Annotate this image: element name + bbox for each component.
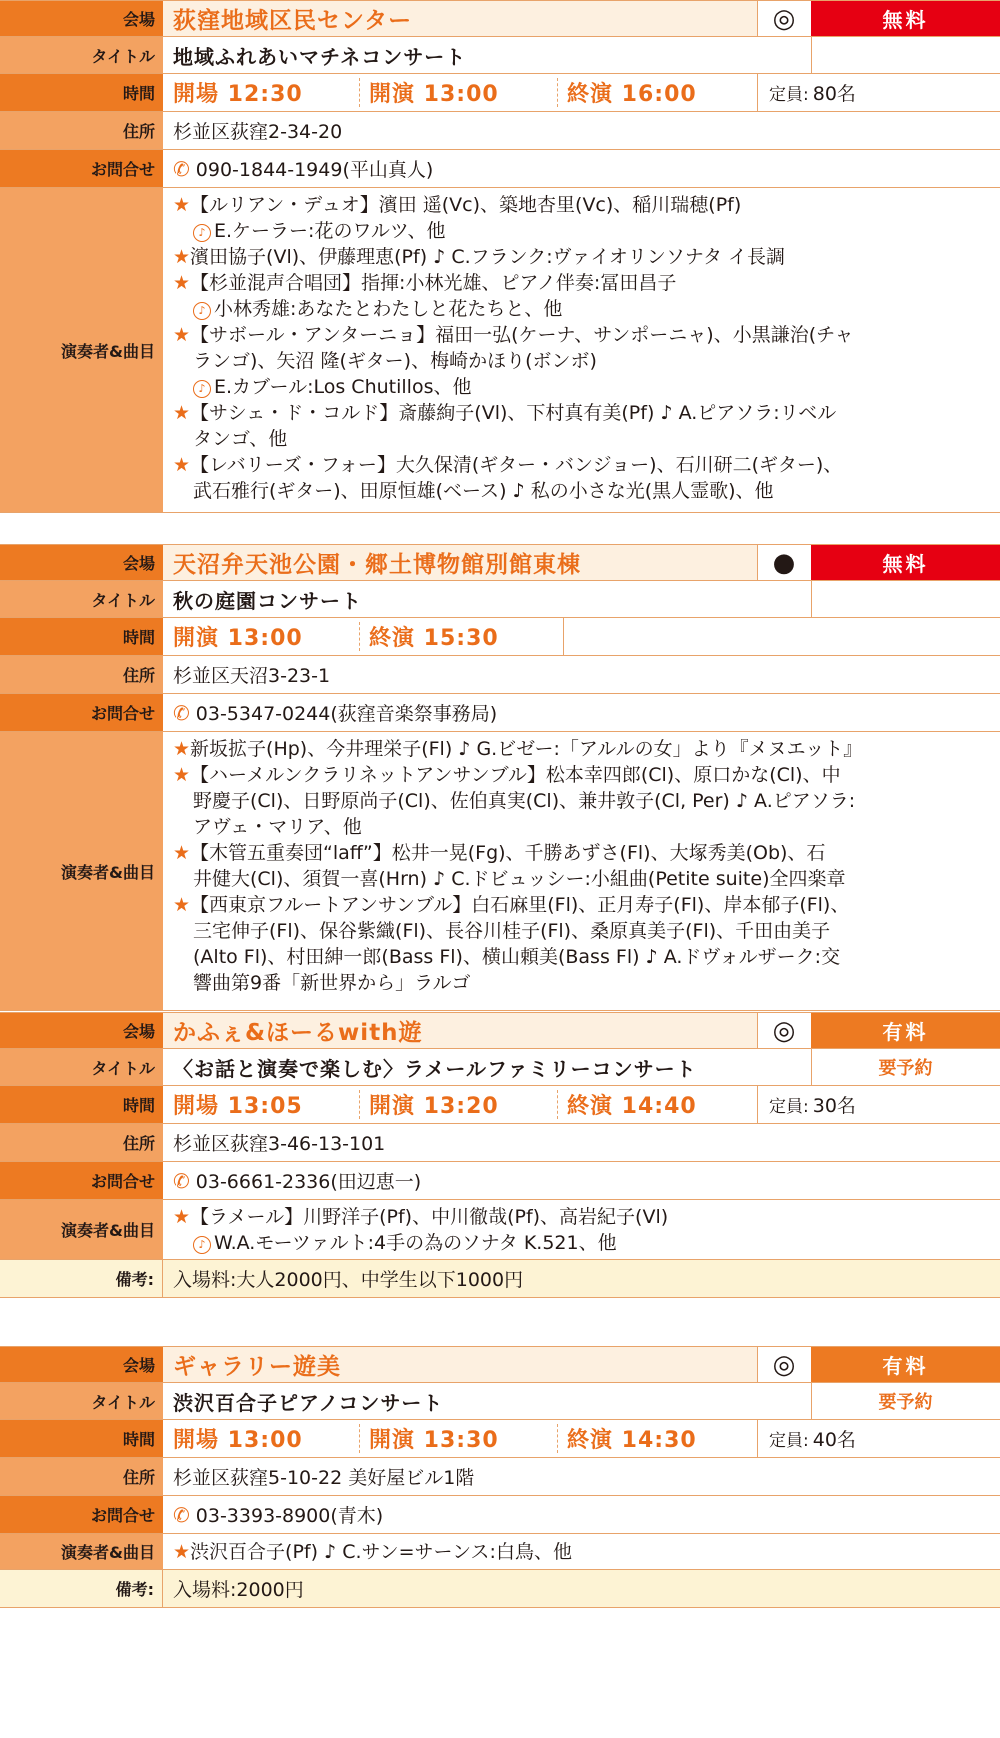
note: 入場料:大人2000円、中学生以下1000円 xyxy=(173,1269,524,1291)
star-icon: ★ xyxy=(173,764,191,786)
end-time-text: 終演 15:30 xyxy=(369,626,499,651)
performer-line xyxy=(173,218,1000,244)
event-title xyxy=(163,581,811,617)
performers-label: 演奏者&曲目 xyxy=(0,188,163,512)
performer-line xyxy=(173,1230,1000,1256)
time-label: 時間 xyxy=(0,1086,163,1123)
capacity-value: 40名 xyxy=(812,1429,856,1451)
note-row xyxy=(0,1570,1000,1608)
star-icon: ★ xyxy=(173,194,191,216)
event-card-2 xyxy=(0,544,1000,994)
event-title-text: 渋沢百合子ピアノコンサート xyxy=(173,1390,444,1415)
event-card-1 xyxy=(0,0,1000,513)
performer-text: 【ハーメルンクラリネットアンサンブル】松本幸四郎(Cl)、原口かな(Cl)、中 xyxy=(190,764,841,786)
performer-line xyxy=(173,244,1000,270)
contact-text: 090-1844-1949(平山真人) xyxy=(195,159,434,181)
star-icon: ★ xyxy=(173,894,191,916)
star-icon: ★ xyxy=(173,402,191,424)
address-label: 住所 xyxy=(0,1458,163,1495)
start-time xyxy=(359,1086,557,1123)
start-time xyxy=(359,74,557,111)
venue-row xyxy=(0,544,1000,581)
end-time-text: 終演 16:00 xyxy=(567,82,697,107)
fee-badge: 無料 xyxy=(811,1,1000,36)
title-label: タイトル xyxy=(0,1383,163,1419)
star-icon: ★ xyxy=(173,738,191,760)
time-row xyxy=(0,1086,1000,1124)
start-time-text: 開演 13:00 xyxy=(173,626,303,651)
music-note-icon: ♪ xyxy=(193,224,211,242)
performer-text: ランゴ)、矢沼 隆(ギター)、梅崎かほり(ボンボ) xyxy=(193,350,597,372)
address-label: 住所 xyxy=(0,656,163,693)
venue-name: 天沼弁天池公園・郷土博物館別館東棟 xyxy=(173,552,581,578)
phone-icon: ✆ xyxy=(173,156,190,181)
music-note-icon: ♪ xyxy=(193,380,211,398)
performer-text: 【ラメール】川野洋子(Pf)、中川徹哉(Pf)、高岩紀子(Vl) xyxy=(190,1206,669,1228)
venue-row xyxy=(0,1012,1000,1049)
start-time-text: 開演 13:20 xyxy=(369,1094,499,1119)
phone-icon: ✆ xyxy=(173,700,190,725)
performer-line xyxy=(173,270,1000,296)
title-label: タイトル xyxy=(0,37,163,73)
address-label: 住所 xyxy=(0,1124,163,1161)
performer-text: 【木管五重奏団“laff”】松井一晃(Fg)、千勝あずさ(Fl)、大塚秀美(Ob)、石 xyxy=(190,842,826,864)
performers-list xyxy=(163,732,1000,1010)
venue-cell xyxy=(163,545,757,580)
venue-row xyxy=(0,1346,1000,1383)
contact-text: 03-6661-2336(田辺恵一) xyxy=(195,1171,422,1193)
venue-mark-icon: ◎ xyxy=(772,1015,796,1046)
performers-label: 演奏者&曲目 xyxy=(0,1200,163,1259)
address-row xyxy=(0,1458,1000,1496)
music-note-icon: ♪ xyxy=(193,1236,211,1254)
title-label: タイトル xyxy=(0,1049,163,1085)
contact-row xyxy=(0,1162,1000,1200)
star-icon: ★ xyxy=(173,246,191,268)
venue-label: 会場 xyxy=(0,1013,163,1048)
end-time-text: 終演 14:30 xyxy=(567,1428,697,1453)
venue-mark-icon: ● xyxy=(772,547,796,578)
time-row xyxy=(0,618,1000,656)
open-time-text: 開場 13:00 xyxy=(173,1428,303,1453)
start-time xyxy=(359,1420,557,1457)
performer-text: 【サボール・アンターニョ】福田一弘(ケーナ、サンポーニャ)、小黒謙治(チャ xyxy=(190,324,854,346)
performer-line xyxy=(173,374,1000,400)
performers-list xyxy=(163,188,1000,512)
start-time-text: 開演 13:00 xyxy=(369,82,499,107)
contact-row xyxy=(0,150,1000,188)
event-title xyxy=(163,1049,811,1085)
open-time-text: 開場 12:30 xyxy=(173,82,303,107)
performer-line xyxy=(173,452,1000,478)
performers-row xyxy=(0,188,1000,513)
event-title xyxy=(163,1383,811,1419)
performer-line xyxy=(173,866,1000,892)
star-icon: ★ xyxy=(173,272,191,294)
address-row xyxy=(0,656,1000,694)
capacity-value: 30名 xyxy=(812,1095,856,1117)
contact xyxy=(163,1162,1000,1199)
performers-row xyxy=(0,1534,1000,1570)
contact xyxy=(163,694,1000,731)
performer-text: 渋沢百合子(Pf) ♪ C.サン=サーンス:白鳥、他 xyxy=(190,1541,572,1563)
performer-text: 武石雅行(ギター)、田原恒雄(ベース) ♪ 私の小さな光(黒人霊歌)、他 xyxy=(193,480,774,502)
performers-list xyxy=(163,1200,1000,1259)
performer-line xyxy=(173,918,1000,944)
performer-text: 野慶子(Cl)、日野原尚子(Cl)、佐伯真実(Cl)、兼井敦子(Cl, Per) ♪ A.ピアソラ: xyxy=(193,790,856,812)
phone-icon: ✆ xyxy=(173,1168,190,1193)
performer-text: W.A.モーツァルト:4手の為のソナタ K.521、他 xyxy=(214,1232,617,1254)
performer-text: アヴェ・マリア、他 xyxy=(193,816,362,838)
performer-line xyxy=(173,296,1000,322)
note: 入場料:2000円 xyxy=(173,1579,304,1601)
music-note-icon: ♪ xyxy=(193,302,211,320)
address: 杉並区天沼3-23-1 xyxy=(173,665,331,687)
event-card-3 xyxy=(0,1012,1000,1291)
performer-line xyxy=(173,736,1000,762)
performers-list xyxy=(163,1534,1000,1569)
fee-badge: 有料 xyxy=(811,1013,1000,1048)
venue-name: かふぇ&ほーるwith遊 xyxy=(173,1020,423,1046)
fee-badge: 無料 xyxy=(811,545,1000,580)
address-row xyxy=(0,112,1000,150)
phone-icon: ✆ xyxy=(173,1502,190,1527)
note-label: 備考: xyxy=(0,1570,163,1607)
end-time xyxy=(359,618,557,655)
performer-line xyxy=(173,400,1000,426)
performer-line xyxy=(173,762,1000,788)
address-row xyxy=(0,1124,1000,1162)
note-label: 備考: xyxy=(0,1260,163,1297)
end-time xyxy=(557,1086,757,1123)
star-icon: ★ xyxy=(173,1206,191,1228)
performer-text: 【杉並混声合唱団】指揮:小林光雄、ピアノ伴奏:冨田昌子 xyxy=(190,272,677,294)
capacity-value: 80名 xyxy=(812,83,856,105)
event-title-text: 地域ふれあいマチネコンサート xyxy=(173,44,467,69)
performer-line xyxy=(173,788,1000,814)
performer-text: タンゴ、他 xyxy=(193,428,288,450)
open-time xyxy=(163,74,359,111)
title-row xyxy=(0,1049,1000,1086)
performer-line xyxy=(173,192,1000,218)
contact-label: お問合せ xyxy=(0,150,163,187)
performers-row xyxy=(0,732,1000,1011)
contact-label: お問合せ xyxy=(0,1496,163,1533)
open-time xyxy=(163,1086,359,1123)
star-icon: ★ xyxy=(173,1541,191,1563)
venue-label: 会場 xyxy=(0,1,163,36)
performer-text: 小林秀雄:あなたとわたしと花たちと、他 xyxy=(214,298,563,320)
venue-cell xyxy=(163,1347,757,1382)
fee-badge: 有料 xyxy=(811,1347,1000,1382)
event-card-4 xyxy=(0,1346,1000,1738)
venue-name: 荻窪地域区民センター xyxy=(173,8,413,34)
start-time-text: 開演 13:30 xyxy=(369,1428,499,1453)
performer-text: 濱田協子(Vl)、伊藤理恵(Pf) ♪ C.フランク:ヴァイオリンソナタ イ長調 xyxy=(190,246,785,268)
contact xyxy=(163,150,1000,187)
address-label: 住所 xyxy=(0,112,163,149)
address: 杉並区荻窪2-34-20 xyxy=(173,121,343,143)
reservation-badge: 要予約 xyxy=(878,1392,933,1413)
performer-line xyxy=(173,348,1000,374)
start-time xyxy=(163,618,359,655)
note-row xyxy=(0,1260,1000,1298)
contact-text: 03-3393-8900(青木) xyxy=(195,1505,384,1527)
venue-mark-icon: ◎ xyxy=(772,3,796,34)
capacity xyxy=(757,74,1000,111)
end-time xyxy=(557,1420,757,1457)
contact-row xyxy=(0,694,1000,732)
venue-cell xyxy=(163,1013,757,1048)
venue-cell xyxy=(163,1,757,36)
reservation-badge: 要予約 xyxy=(878,1058,933,1079)
performers-row xyxy=(0,1200,1000,1260)
performer-text: 【レバリーズ・フォー】大久保清(ギター・バンジョー)、石川研二(ギター)、 xyxy=(190,454,843,476)
performer-text: 井健大(Cl)、須賀一喜(Hrn) ♪ C.ドビュッシー:小組曲(Petite suite)全四楽章 xyxy=(193,868,846,890)
star-icon: ★ xyxy=(173,842,191,864)
star-icon: ★ xyxy=(173,324,191,346)
end-time xyxy=(557,74,757,111)
capacity xyxy=(757,1420,1000,1457)
performer-line xyxy=(173,944,1000,970)
performer-line xyxy=(173,814,1000,840)
time-row xyxy=(0,74,1000,112)
end-time-text: 終演 14:40 xyxy=(567,1094,697,1119)
performer-text: 響曲第9番「新世界から」ラルゴ xyxy=(193,972,471,994)
performers-label: 演奏者&曲目 xyxy=(0,1534,163,1569)
performer-text: E.カブール:Los Chutillos、他 xyxy=(214,376,472,398)
performer-line xyxy=(173,1539,1000,1565)
performer-text: 三宅伸子(Fl)、保谷紫織(Fl)、長谷川桂子(Fl)、桑原真美子(Fl)、千田由美子 xyxy=(193,920,831,942)
contact xyxy=(163,1496,1000,1533)
performer-line xyxy=(173,478,1000,504)
title-row xyxy=(0,581,1000,618)
capacity-label: 定員: xyxy=(769,85,809,105)
event-title-text: 秋の庭園コンサート xyxy=(173,588,362,613)
address: 杉並区荻窪5-10-22 美好屋ビル1階 xyxy=(173,1467,475,1489)
event-title-text: 〈お話と演奏で楽しむ〉ラメールファミリーコンサート xyxy=(173,1056,697,1081)
performer-text: 【ルリアン・デュオ】濱田 遥(Vc)、築地杏里(Vc)、稲川瑞穂(Pf) xyxy=(190,194,742,216)
performer-text: E.ケーラー:花のワルツ、他 xyxy=(214,220,446,242)
time-row xyxy=(0,1420,1000,1458)
performer-text: 新坂拡子(Hp)、今井理栄子(Fl) ♪ G.ビゼー:「アルルの女」より『メヌエット』 xyxy=(190,738,863,760)
time-label: 時間 xyxy=(0,1420,163,1457)
contact-label: お問合せ xyxy=(0,694,163,731)
contact-text: 03-5347-0244(荻窪音楽祭事務局) xyxy=(195,703,498,725)
performer-text: 【西東京フルートアンサンブル】白石麻里(Fl)、正月寿子(Fl)、岸本郁子(Fl)、 xyxy=(190,894,850,916)
performers-label: 演奏者&曲目 xyxy=(0,732,163,1010)
performer-line xyxy=(173,426,1000,452)
venue-label: 会場 xyxy=(0,545,163,580)
performer-line xyxy=(173,322,1000,348)
capacity xyxy=(757,1086,1000,1123)
venue-label: 会場 xyxy=(0,1347,163,1382)
performer-line xyxy=(173,892,1000,918)
capacity-label: 定員: xyxy=(769,1431,809,1451)
performer-text: 【サシェ・ド・コルド】斎藤絢子(Vl)、下村真有美(Pf) ♪ A.ピアソラ:リベル xyxy=(190,402,837,424)
title-row xyxy=(0,37,1000,74)
open-time-text: 開場 13:05 xyxy=(173,1094,303,1119)
venue-mark-icon: ◎ xyxy=(772,1349,796,1380)
venue-name: ギャラリー遊美 xyxy=(173,1354,341,1380)
performer-text: (Alto Fl)、村田紳一郎(Bass Fl)、横山頼美(Bass Fl) ♪ A.ドヴォルザーク:交 xyxy=(193,946,841,968)
title-label: タイトル xyxy=(0,581,163,617)
venue-row xyxy=(0,0,1000,37)
contact-row xyxy=(0,1496,1000,1534)
performer-line xyxy=(173,1204,1000,1230)
star-icon: ★ xyxy=(173,454,191,476)
event-title xyxy=(163,37,811,73)
title-row xyxy=(0,1383,1000,1420)
time-label: 時間 xyxy=(0,618,163,655)
contact-label: お問合せ xyxy=(0,1162,163,1199)
time-label: 時間 xyxy=(0,74,163,111)
capacity-label: 定員: xyxy=(769,1097,809,1117)
performer-line xyxy=(173,840,1000,866)
address: 杉並区荻窪3-46-13-101 xyxy=(173,1133,386,1155)
open-time xyxy=(163,1420,359,1457)
performer-line xyxy=(173,970,1000,996)
